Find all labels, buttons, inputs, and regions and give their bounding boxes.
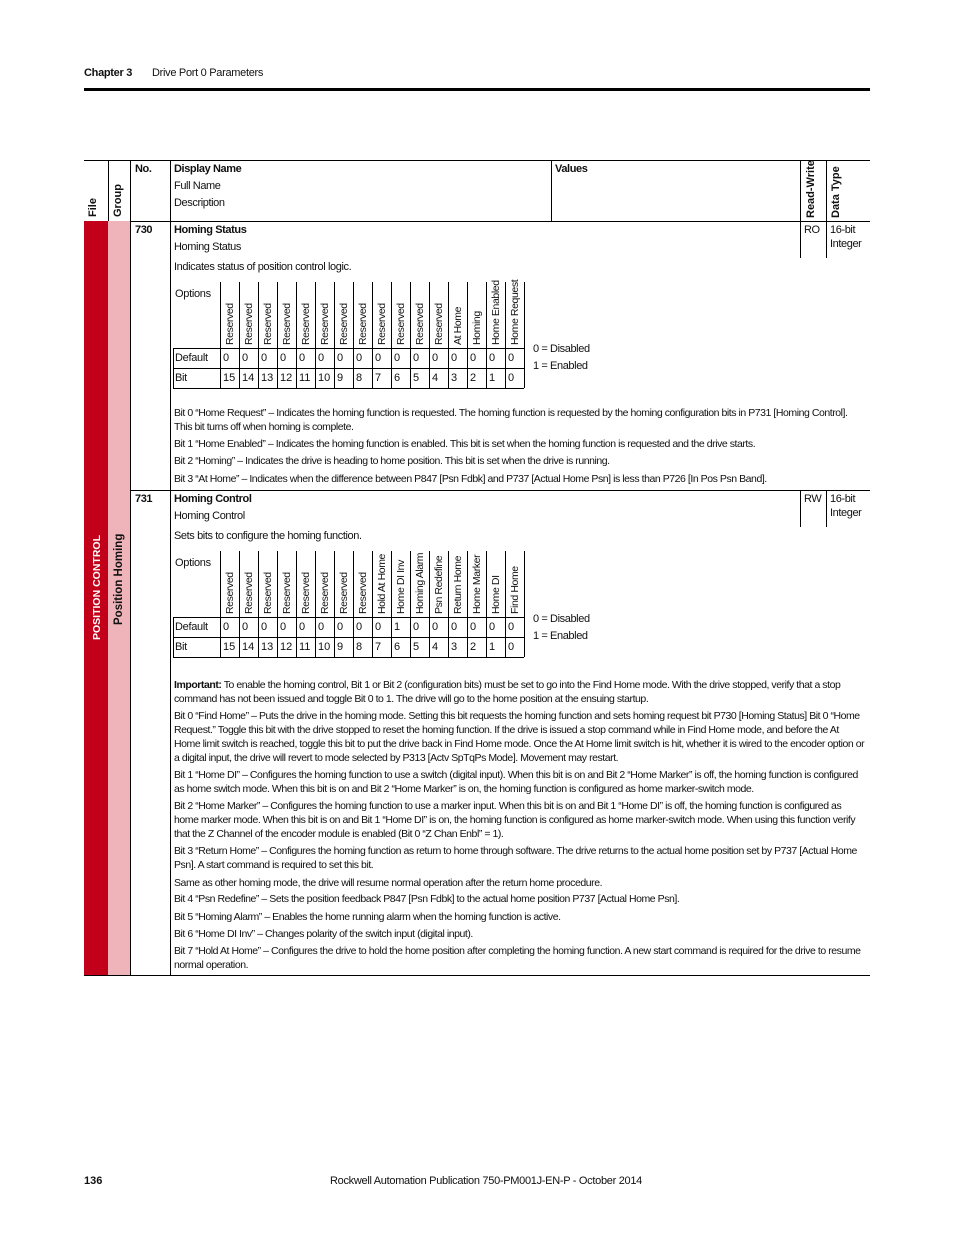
option-label: Reserved <box>300 572 312 614</box>
option-label: Reserved <box>262 572 274 614</box>
option-label: Return Home <box>452 555 464 614</box>
default-row-label: Default <box>175 621 208 633</box>
bit-number: 6 <box>394 641 401 653</box>
default-value: 0 <box>508 352 515 364</box>
default-value: 0 <box>261 352 268 364</box>
bit-number: 14 <box>242 641 255 653</box>
legend-disabled: 0 = Disabled <box>533 343 590 355</box>
bit-number: 9 <box>337 641 344 653</box>
option-label: Reserved <box>433 303 445 345</box>
default-value: 0 <box>223 352 230 364</box>
bit-number: 4 <box>432 372 439 384</box>
option-label: Reserved <box>357 572 369 614</box>
default-value: 0 <box>413 352 420 364</box>
default-value: 0 <box>223 621 230 633</box>
option-label: Reserved <box>243 303 255 345</box>
param-description: Indicates status of position control logic. <box>174 261 352 273</box>
bit-desc-2: Bit 2 “Home Marker” – Configures the homing function to use a marker input. When this bit is on and Bit 1 “Home DI” is off, the homing function is configured as home marker mode. When this bit is on and Bit 1 “Home DI” is on, the homing function is configured as home marker-switch mode. When using this function verify that the Z Channel of the encoder module is enabled (Bit 0 “Z Chan Enbl” = 1). <box>174 800 856 840</box>
default-value: 0 <box>375 621 382 633</box>
default-value: 0 <box>432 352 439 364</box>
default-value: 0 <box>375 352 382 364</box>
param-display-name: Homing Status <box>174 224 247 236</box>
bit-number: 1 <box>489 641 496 653</box>
param-full-name: Homing Status <box>174 241 241 253</box>
default-value: 0 <box>356 621 363 633</box>
bit-desc-6: Bit 6 “Home DI Inv” – Changes polarity of the switch input (digital input). <box>174 928 473 940</box>
option-label: Reserved <box>243 572 255 614</box>
publication-info: Rockwell Automation Publication 750-PM001J-EN-P - October 2014 <box>330 1175 642 1187</box>
option-label: Reserved <box>262 303 274 345</box>
default-value: 0 <box>318 621 325 633</box>
important-note <box>174 678 866 706</box>
bit-number: 10 <box>318 372 331 384</box>
default-value: 0 <box>261 621 268 633</box>
bit-desc-3: Bit 3 “At Home” – Indicates when the difference between P847 [Psn Fdbk] and P737 [Actual Home Psn] is less than P726 [In Pos Psn Band]. <box>174 473 767 485</box>
table-rule <box>173 388 524 389</box>
param-description: Sets bits to configure the homing function. <box>174 530 362 542</box>
options-label: Options <box>175 288 211 300</box>
option-label: Reserved <box>281 303 293 345</box>
file-label: POSITION CONTROL <box>91 535 103 640</box>
default-value: 0 <box>451 621 458 633</box>
default-value: 0 <box>470 352 477 364</box>
default-value: 0 <box>413 621 420 633</box>
option-label: Reserved <box>357 303 369 345</box>
header-file: File <box>87 198 99 217</box>
option-label: Find Home <box>509 566 521 614</box>
bit-number: 0 <box>508 372 515 384</box>
option-label: Reserved <box>300 303 312 345</box>
option-label: Hold At Home <box>376 554 388 614</box>
default-value: 0 <box>451 352 458 364</box>
bit-number: 13 <box>261 641 274 653</box>
param-rw: RO <box>804 224 820 236</box>
bit-desc-1: Bit 1 “Home Enabled” – Indicates the homing function is enabled. This bit is set when the homing function is requested and the drive starts. <box>174 438 756 450</box>
header-full-name: Full Name <box>174 180 221 192</box>
default-value: 0 <box>280 352 287 364</box>
bit-number: 2 <box>470 372 477 384</box>
legend-enabled: 1 = Enabled <box>533 630 588 642</box>
option-label: Home DI Inv <box>395 560 407 614</box>
header-read-write: Read-Write <box>805 160 817 218</box>
param-rw: RW <box>804 493 822 505</box>
bit-number: 4 <box>432 641 439 653</box>
header-display-name: Display Name <box>174 163 242 175</box>
bit-row-label: Bit <box>175 641 187 653</box>
bit-number: 15 <box>223 641 236 653</box>
param-display-name: Homing Control <box>174 493 252 505</box>
bit-row-label: Bit <box>175 372 187 384</box>
bit-number: 3 <box>451 372 458 384</box>
table-right-edge <box>524 551 525 657</box>
default-value: 0 <box>299 621 306 633</box>
option-label: Reserved <box>224 572 236 614</box>
bit-desc-0: Bit 0 “Home Request” – Indicates the homing function is requested. The homing function is requested by the homing configuration bits in P731 [Homing Control]. This bit turns off when homing is complete. <box>174 407 848 433</box>
bit-number: 1 <box>489 372 496 384</box>
bit-number: 12 <box>280 372 293 384</box>
bit-desc-note: Same as other homing mode, the drive will resume normal operation after the return home procedure. <box>174 877 603 889</box>
important-text: To enable the homing control, Bit 1 or Bit 2 (configuration bits) must be set to go into the Find Home mode. With the drive stopped, verify that a stop command has not been issued and toggle Bit 0 to 1. The drive will go to the home position at the ensuing startup. <box>174 679 841 705</box>
option-label: Homing Alarm <box>414 552 426 614</box>
default-value: 1 <box>394 621 401 633</box>
header-rule <box>84 88 870 91</box>
option-label: Reserved <box>319 303 331 345</box>
bit-number: 10 <box>318 641 331 653</box>
bit-number: 9 <box>337 372 344 384</box>
bit-desc-5: Bit 5 “Homing Alarm” – Enables the home running alarm when the homing function is active. <box>174 911 561 923</box>
bit-number: 3 <box>451 641 458 653</box>
bit-number: 7 <box>375 641 382 653</box>
option-label: Reserved <box>414 303 426 345</box>
header-values: Values <box>555 163 588 175</box>
legend-enabled: 1 = Enabled <box>533 360 588 372</box>
option-label: Reserved <box>319 572 331 614</box>
option-label: Psn Redefine <box>433 555 445 614</box>
important-label: Important: <box>174 679 222 691</box>
param-number: 730 <box>135 224 153 236</box>
bit-number: 12 <box>280 641 293 653</box>
bit-number: 5 <box>413 372 420 384</box>
table-rule <box>173 657 524 658</box>
default-value: 0 <box>242 621 249 633</box>
param-full-name: Homing Control <box>174 510 245 522</box>
bit-number: 14 <box>242 372 255 384</box>
option-label: Reserved <box>338 303 350 345</box>
option-label: Reserved <box>376 303 388 345</box>
bit-number: 15 <box>223 372 236 384</box>
default-value: 0 <box>489 352 496 364</box>
option-label: Home Marker <box>471 554 483 614</box>
param-type: 16-bit <box>830 224 856 236</box>
param-type-2: Integer <box>830 507 862 519</box>
option-label: At Home <box>452 306 464 345</box>
bit-desc-4: Bit 4 “Psn Redefine” – Sets the position feedback P847 [Psn Fdbk] to the actual home position P737 [Actual Home Psn]. <box>174 893 680 905</box>
bit-number: 5 <box>413 641 420 653</box>
param-type-2: Integer <box>830 238 862 250</box>
default-value: 0 <box>242 352 249 364</box>
option-label: Homing <box>471 311 483 345</box>
bit-desc-0: Bit 0 “Find Home” – Puts the drive in the homing mode. Setting this bit requests the homing function and sets homing request bit P730 [Homing Status] Bit 0 “Home Request.” Toggle this bit with the drive stopped to reset the homing function. If the drive is issued a stop command while in Find Home mode, and before the At Home limit switch is reached, toggle this bit to put the drive back in Find Home mode. Once the At Home limit switch is hit, whether it is wired to the encoder option or a digital input, the drive will revert to mode selected by P313 [Actv SpTqPs Mode]. Movement may restart. <box>174 710 865 764</box>
page-number: 136 <box>84 1175 103 1187</box>
bit-number: 11 <box>299 372 311 384</box>
default-value: 0 <box>337 621 344 633</box>
param-number: 731 <box>135 493 153 505</box>
bit-number: 8 <box>356 641 363 653</box>
option-label: Reserved <box>281 572 293 614</box>
header-no: No. <box>135 163 152 175</box>
option-label: Home DI <box>490 575 502 614</box>
bit-number: 8 <box>356 372 363 384</box>
header-group: Group <box>112 184 124 217</box>
bit-desc-3: Bit 3 “Return Home” – Configures the homing function as return to home through software. The drive returns to the actual home position set by P737 [Actual Home Psn]. A start command is required to set this bit. <box>174 845 857 871</box>
bit-number: 13 <box>261 372 274 384</box>
bit-number: 6 <box>394 372 401 384</box>
header-data-type: Data Type <box>830 166 842 218</box>
param-type: 16-bit <box>830 493 856 505</box>
bit-table <box>173 279 524 388</box>
default-value: 0 <box>470 621 477 633</box>
bit-desc-7: Bit 7 “Hold At Home” – Configures the drive to hold the home position after completing the homing function. A new start command is required for the drive to resume normal operation. <box>174 945 861 971</box>
default-value: 0 <box>508 621 515 633</box>
legend-disabled: 0 = Disabled <box>533 613 590 625</box>
option-label: Reserved <box>338 572 350 614</box>
bit-number: 0 <box>508 641 515 653</box>
bit-number: 11 <box>299 641 311 653</box>
bit-desc-2: Bit 2 “Homing” – Indicates the drive is heading to home position. This bit is set when the drive is running. <box>174 455 610 467</box>
options-label: Options <box>175 557 211 569</box>
default-value: 0 <box>489 621 496 633</box>
default-value: 0 <box>394 352 401 364</box>
bit-desc-1: Bit 1 “Home DI” – Configures the homing function to use a switch (digital input). When this bit is on and Bit 2 “Home Marker” is off, the homing function is configured as home switch mode. When this bit is on and Bit 2 “Home Marker” is on, the homing function is configured as home marker-switch mode. <box>174 769 858 795</box>
default-value: 0 <box>280 621 287 633</box>
default-value: 0 <box>318 352 325 364</box>
default-value: 0 <box>356 352 363 364</box>
bit-number: 2 <box>470 641 477 653</box>
bit-number: 7 <box>375 372 382 384</box>
group-label: Position Homing <box>113 533 125 625</box>
default-row-label: Default <box>175 352 208 364</box>
option-label: Home Request <box>509 279 521 345</box>
chapter-title: Drive Port 0 Parameters <box>152 67 264 79</box>
default-value: 0 <box>299 352 306 364</box>
chapter-label: Chapter 3 <box>84 67 133 79</box>
option-label: Reserved <box>395 303 407 345</box>
default-value: 0 <box>432 621 439 633</box>
option-label: Home Enabled <box>490 280 502 345</box>
bit-table <box>173 551 524 657</box>
header-description: Description <box>174 197 225 209</box>
table-right-edge <box>524 282 525 388</box>
default-value: 0 <box>337 352 344 364</box>
option-label: Reserved <box>224 303 236 345</box>
